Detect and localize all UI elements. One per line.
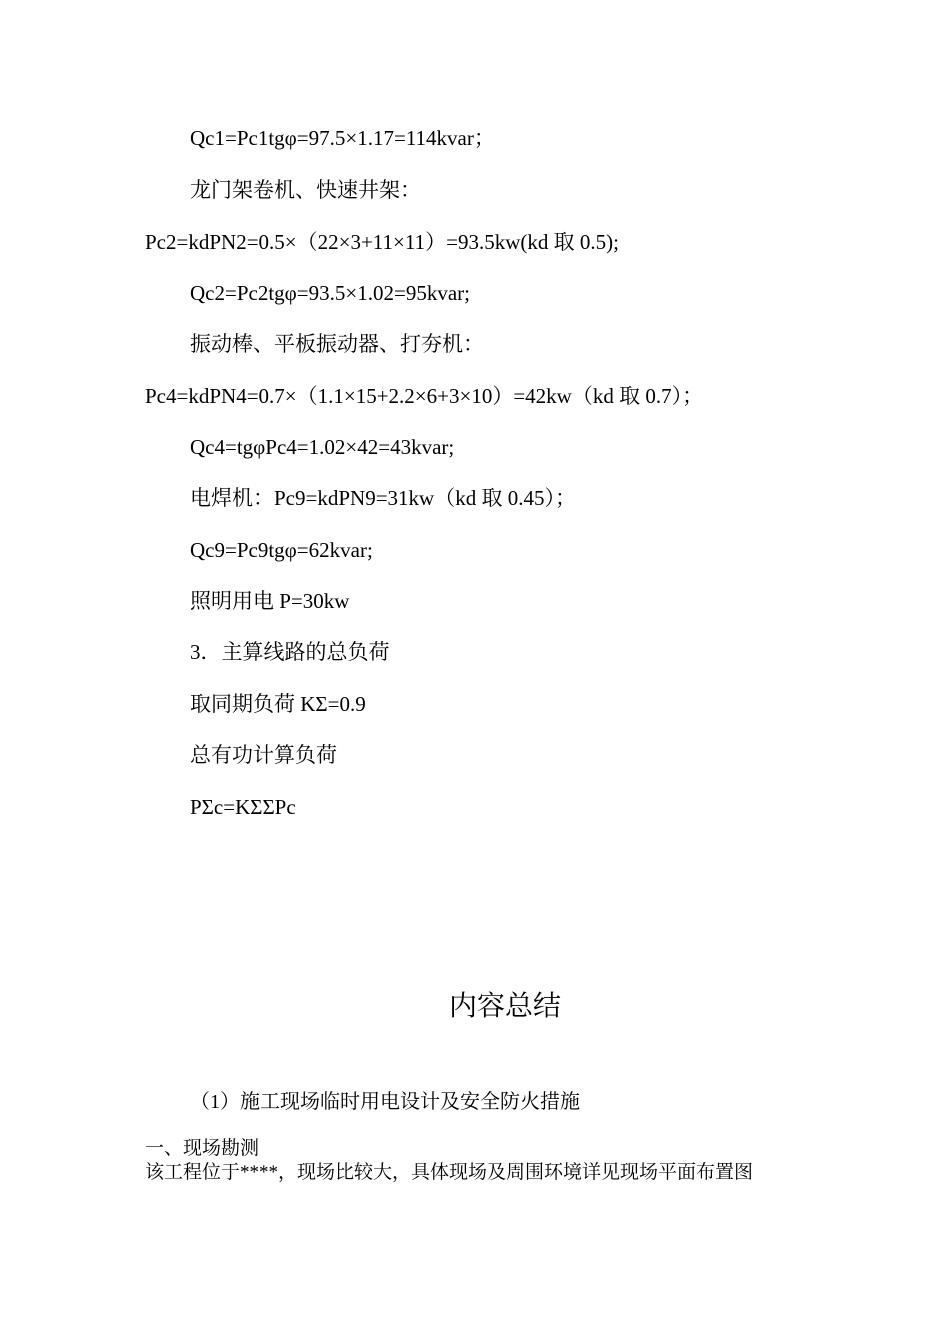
calc-line-ksigma: 取同期负荷 KΣ=0.9: [190, 692, 366, 716]
calc-line-qc9: Qc9=Pc9tgφ=62kvar;: [190, 538, 373, 562]
calc-line-pc4: Pc4=kdPN4=0.7×（1.1×15+2.2×6+3×10）=42kw（kd 取 0.7）；: [145, 384, 704, 408]
calc-line-qc4: Qc4=tgφPc4=1.02×42=43kvar;: [190, 435, 455, 459]
calc-line-pc2: Pc2=kdPN2=0.5×（22×3+11×11）=93.5kw(kd 取 0.5);: [145, 230, 619, 254]
summary-subtitle: （1）施工现场临时用电设计及安全防火措施: [190, 1091, 580, 1113]
calc-line-psigma: PΣc=KΣΣPc: [190, 795, 296, 819]
calc-line-qc2: Qc2=Pc2tgφ=93.5×1.02=95kvar;: [190, 281, 470, 305]
calc-line-qc1: Qc1=Pc1tgφ=97.5×1.17=114kvar；: [190, 126, 495, 150]
calc-line-gantry-heading: 龙门架卷机、快速井架：: [190, 178, 421, 202]
calc-line-vibrator-heading: 振动棒、平板振动器、打夯机：: [190, 332, 484, 356]
body-paragraph: 该工程位于****，现场比较大，具体现场及周围环境详见现场平面布置图: [145, 1162, 754, 1183]
summary-title: 内容总结: [448, 991, 561, 1022]
calc-line-total-active-heading: 总有功计算负荷: [190, 743, 337, 767]
calc-line-welder: 电焊机：Pc9=kdPN9=31kw（kd 取 0.45）；: [190, 486, 576, 510]
section-heading: 一、现场勘测: [145, 1138, 260, 1159]
calc-line-lighting: 照明用电 P=30kw: [190, 589, 350, 613]
calc-section-heading: 3．主算线路的总负荷: [190, 640, 390, 664]
